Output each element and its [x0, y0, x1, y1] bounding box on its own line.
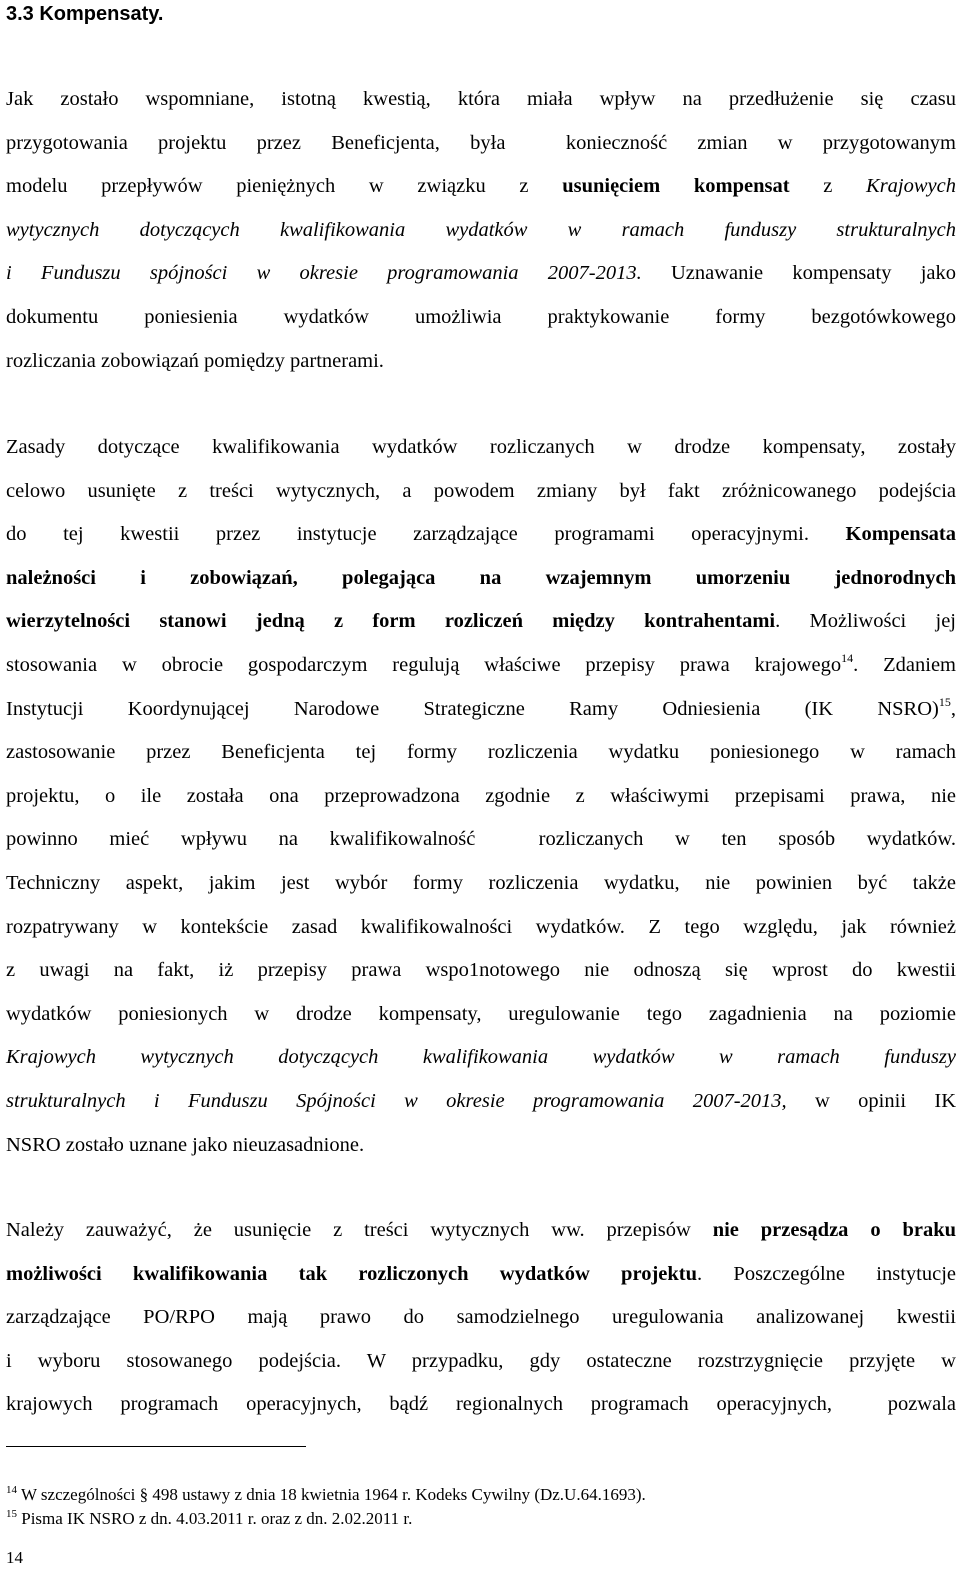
- footnote-separator: [6, 1446, 306, 1447]
- bold-text: Kompensata: [845, 523, 956, 546]
- paragraph-1: [6, 78, 956, 383]
- text-line: [6, 862, 956, 906]
- text-run: z uwagi na fakt, iż przepisy prawa wspo1notowego nie odnoszą się wprost do kwestii: [6, 959, 956, 982]
- text-run: Techniczny aspekt, jakim jest wybór formy rozliczenia wydatku, nie powinien być także: [6, 871, 956, 894]
- italic-text: Krajowych: [866, 175, 956, 198]
- text-run: i wyboru stosowanego podejścia. W przypadku, gdy ostateczne rozstrzygnięcie przyjęte w: [6, 1349, 956, 1372]
- bold-text: możliwości kwalifikowania tak rozliczonych wydatków projektu: [6, 1262, 697, 1285]
- text-run: rozliczania zobowiązań pomiędzy partnerami.: [6, 349, 384, 372]
- text-run: wydatków poniesionych w drodze kompensaty, uregulowanie tego zagadnienia na poziomie: [6, 1002, 956, 1025]
- text-run: . Możliwości jej: [775, 610, 956, 633]
- text-run: NSRO zostało uznane jako nieuzasadnione.: [6, 1133, 365, 1156]
- paragraph-2: [6, 426, 956, 1167]
- text-run: Uznawanie kompensaty jako: [641, 262, 956, 285]
- text-run: rozpatrywany w kontekście zasad kwalifikowalności wydatków. Z tego względu, jak również: [6, 915, 956, 938]
- bold-text: należności i zobowiązań, polegająca na wzajemnym umorzeniu jednorodnych: [6, 566, 956, 589]
- text-run: stosowania w obrocie gospodarczym regulują właściwe przepisy prawa krajowego: [6, 653, 842, 676]
- text-line: [6, 1209, 956, 1253]
- italic-text: wytycznych dotyczących kwalifikowania wydatków w ramach funduszy strukturalnych: [6, 218, 956, 241]
- text-line: [6, 252, 956, 296]
- text-run: powinno mieć wpływu na kwalifikowalność rozliczanych w ten sposób wydatków.: [6, 828, 956, 851]
- bold-text: wierzytelności stanowi jedną z form rozliczeń między kontrahentami: [6, 610, 776, 633]
- text-line: [6, 122, 956, 166]
- text-line: [6, 818, 956, 862]
- text-run: zastosowanie przez Beneficjenta tej formy rozliczenia wydatku poniesionego w ramach: [6, 741, 956, 764]
- page-number: 14: [6, 1548, 23, 1567]
- text-line: [6, 1124, 956, 1168]
- text-line: [6, 688, 956, 732]
- footnote-text: Pisma IK NSRO z dn. 4.03.2011 r. oraz z dn. 2.02.2011 r.: [17, 1509, 413, 1528]
- footnote-15: [6, 1507, 646, 1531]
- footnote-reference: 14: [841, 650, 854, 665]
- text-line: [6, 731, 956, 775]
- italic-text: Krajowych wytycznych dotyczących kwalifikowania wydatków w ramach funduszy: [6, 1046, 956, 1069]
- text-run: Należy zauważyć, że usunięcie z treści wytycznych ww. przepisów: [6, 1219, 713, 1241]
- text-line: [6, 296, 956, 340]
- text-line: [6, 1296, 956, 1340]
- text-run: krajowych programach operacyjnych, bądź regionalnych programach operacyjnych, pozwala: [6, 1393, 956, 1416]
- text-line: [6, 993, 956, 1037]
- footnote-reference: 15: [938, 694, 951, 709]
- text-line: [6, 209, 956, 253]
- text-line: [6, 557, 956, 601]
- text-line: [6, 165, 956, 209]
- paragraph-3: [6, 1209, 956, 1427]
- text-line: [6, 1340, 956, 1384]
- text-run: w opinii IK: [786, 1089, 957, 1112]
- text-run: dokumentu poniesienia wydatków umożliwia praktykowanie formy bezgotówkowego: [6, 305, 956, 328]
- text-line: [6, 78, 956, 122]
- text-run: Zasady dotyczące kwalifikowania wydatków rozliczanych w drodze kompensaty, zostały: [6, 436, 956, 458]
- italic-text: strukturalnych i Funduszu Spójności w okresie programowania 2007-2013,: [6, 1089, 787, 1112]
- text-line: [6, 1036, 956, 1080]
- text-line: [6, 949, 956, 993]
- text-line: [6, 1253, 956, 1297]
- footnote-number: 14: [6, 1484, 17, 1496]
- text-line: [6, 600, 956, 644]
- text-line: [6, 906, 956, 950]
- text-run: . Poszczególne instytucje: [697, 1262, 956, 1285]
- footnote-14: [6, 1483, 646, 1507]
- section-heading: 3.3 Kompensaty.: [6, 3, 164, 25]
- footnotes: [6, 1483, 646, 1531]
- text-run: ,: [950, 697, 956, 720]
- text-run: celowo usunięte z treści wytycznych, a powodem zmiany był fakt zróżnicowanego podejścia: [6, 479, 956, 502]
- text-line: [6, 340, 956, 384]
- text-line: [6, 1080, 956, 1124]
- text-line: [6, 470, 956, 514]
- text-run: Instytucji Koordynującej Narodowe Strategiczne Ramy Odniesienia (IK NSRO): [6, 697, 939, 720]
- text-run: modelu przepływów pieniężnych w związku z: [6, 175, 563, 198]
- text-run: zarządzające PO/RPO mają prawo do samodzielnego uregulowania analizowanej kwestii: [6, 1306, 956, 1329]
- text-line: [6, 775, 956, 819]
- bold-text: usunięciem kompensat: [562, 175, 790, 198]
- text-run: projektu, o ile została ona przeprowadzona zgodnie z właściwymi przepisami prawa, nie: [6, 784, 956, 807]
- footnote-number: 15: [6, 1508, 17, 1520]
- italic-text: i Funduszu spójności w okresie programowania 2007-2013.: [6, 262, 642, 285]
- text-run: z: [789, 175, 867, 198]
- text-line: [6, 644, 956, 688]
- text-run: . Zdaniem: [853, 653, 956, 676]
- text-line: [6, 513, 956, 557]
- text-run: przygotowania projektu przez Beneficjenta, była konieczność zmian w przygotowanym: [6, 131, 956, 154]
- text-line: [6, 426, 956, 470]
- text-run: Jak zostało wspomniane, istotną kwestią, która miała wpływ na przedłużenie się czasu: [6, 88, 956, 110]
- footnote-text: W szczególności § 498 ustawy z dnia 18 kwietnia 1964 r. Kodeks Cywilny (Dz.U.64.1693).: [17, 1485, 646, 1504]
- text-line: [6, 1383, 956, 1427]
- text-run: do tej kwestii przez instytucje zarządzające programami operacyjnymi.: [6, 523, 846, 546]
- bold-text: nie przesądza o braku: [712, 1219, 956, 1241]
